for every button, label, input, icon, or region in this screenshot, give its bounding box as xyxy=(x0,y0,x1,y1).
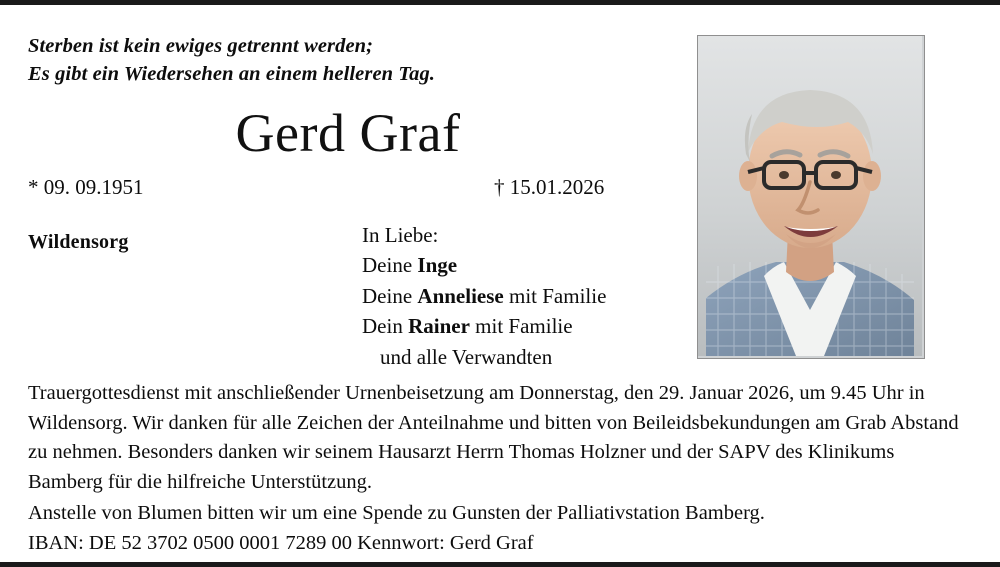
family-member-3-suffix: mit Familie xyxy=(469,314,573,339)
portrait-illustration xyxy=(698,36,922,356)
family-member-2-name: Anneliese xyxy=(417,283,504,308)
place-of-residence: Wildensorg xyxy=(28,231,129,253)
notice-content xyxy=(0,5,1000,562)
family-member-1-prefix: Deine xyxy=(362,253,418,278)
donation-paragraph: Anstelle von Blumen bitten wir um eine Spende zu Gunsten der Palliativstation Bamberg. xyxy=(28,502,765,525)
family-member-2 xyxy=(362,281,606,311)
family-member-3-prefix: Dein xyxy=(362,314,409,339)
deceased-name: Gerd Graf xyxy=(235,103,461,163)
family-member-3-name: Rainer xyxy=(408,314,470,339)
family-block xyxy=(362,220,606,372)
service-details xyxy=(28,379,972,558)
family-member-2-suffix: mit Familie xyxy=(503,283,607,308)
death-date: † 15.01.2026 xyxy=(494,175,605,199)
iban-paragraph: IBAN: DE 52 3702 0500 0001 7289 00 Kennwort: Gerd Graf xyxy=(28,531,534,554)
memorial-verse xyxy=(28,33,648,88)
bottom-rule xyxy=(0,562,1000,567)
verse-line-1: Sterben ist kein ewiges getrennt werden; xyxy=(28,35,374,57)
family-intro: In Liebe: xyxy=(362,223,439,247)
family-relatives: und alle Verwandten xyxy=(380,344,553,369)
family-member-1 xyxy=(362,250,606,280)
birth-date: * 09. 09.1951 xyxy=(28,175,144,199)
family-member-3 xyxy=(362,311,606,341)
family-member-2-prefix: Deine xyxy=(362,283,418,308)
portrait-photo xyxy=(697,35,925,359)
family-member-1-name: Inge xyxy=(417,253,458,278)
verse-line-2: Es gibt ein Wiedersehen an einem helleren Tag. xyxy=(28,62,436,85)
funeral-paragraph: Trauergottesdienst mit anschließender Urnenbeisetzung am Donnerstag, den 29. Januar 2026, um 9.45 Uhr in Wildensorg. Wir danken für alle Zeichen der Anteilnahme und bitten von Beileidsbekundungen am Grab Abstand zu nehmen. Besonders danken wir seinem Hausarzt Herrn Thomas Holzner und der SAPV des Klinikums Bamberg für die hilfreiche Unterstützung. xyxy=(28,382,959,493)
